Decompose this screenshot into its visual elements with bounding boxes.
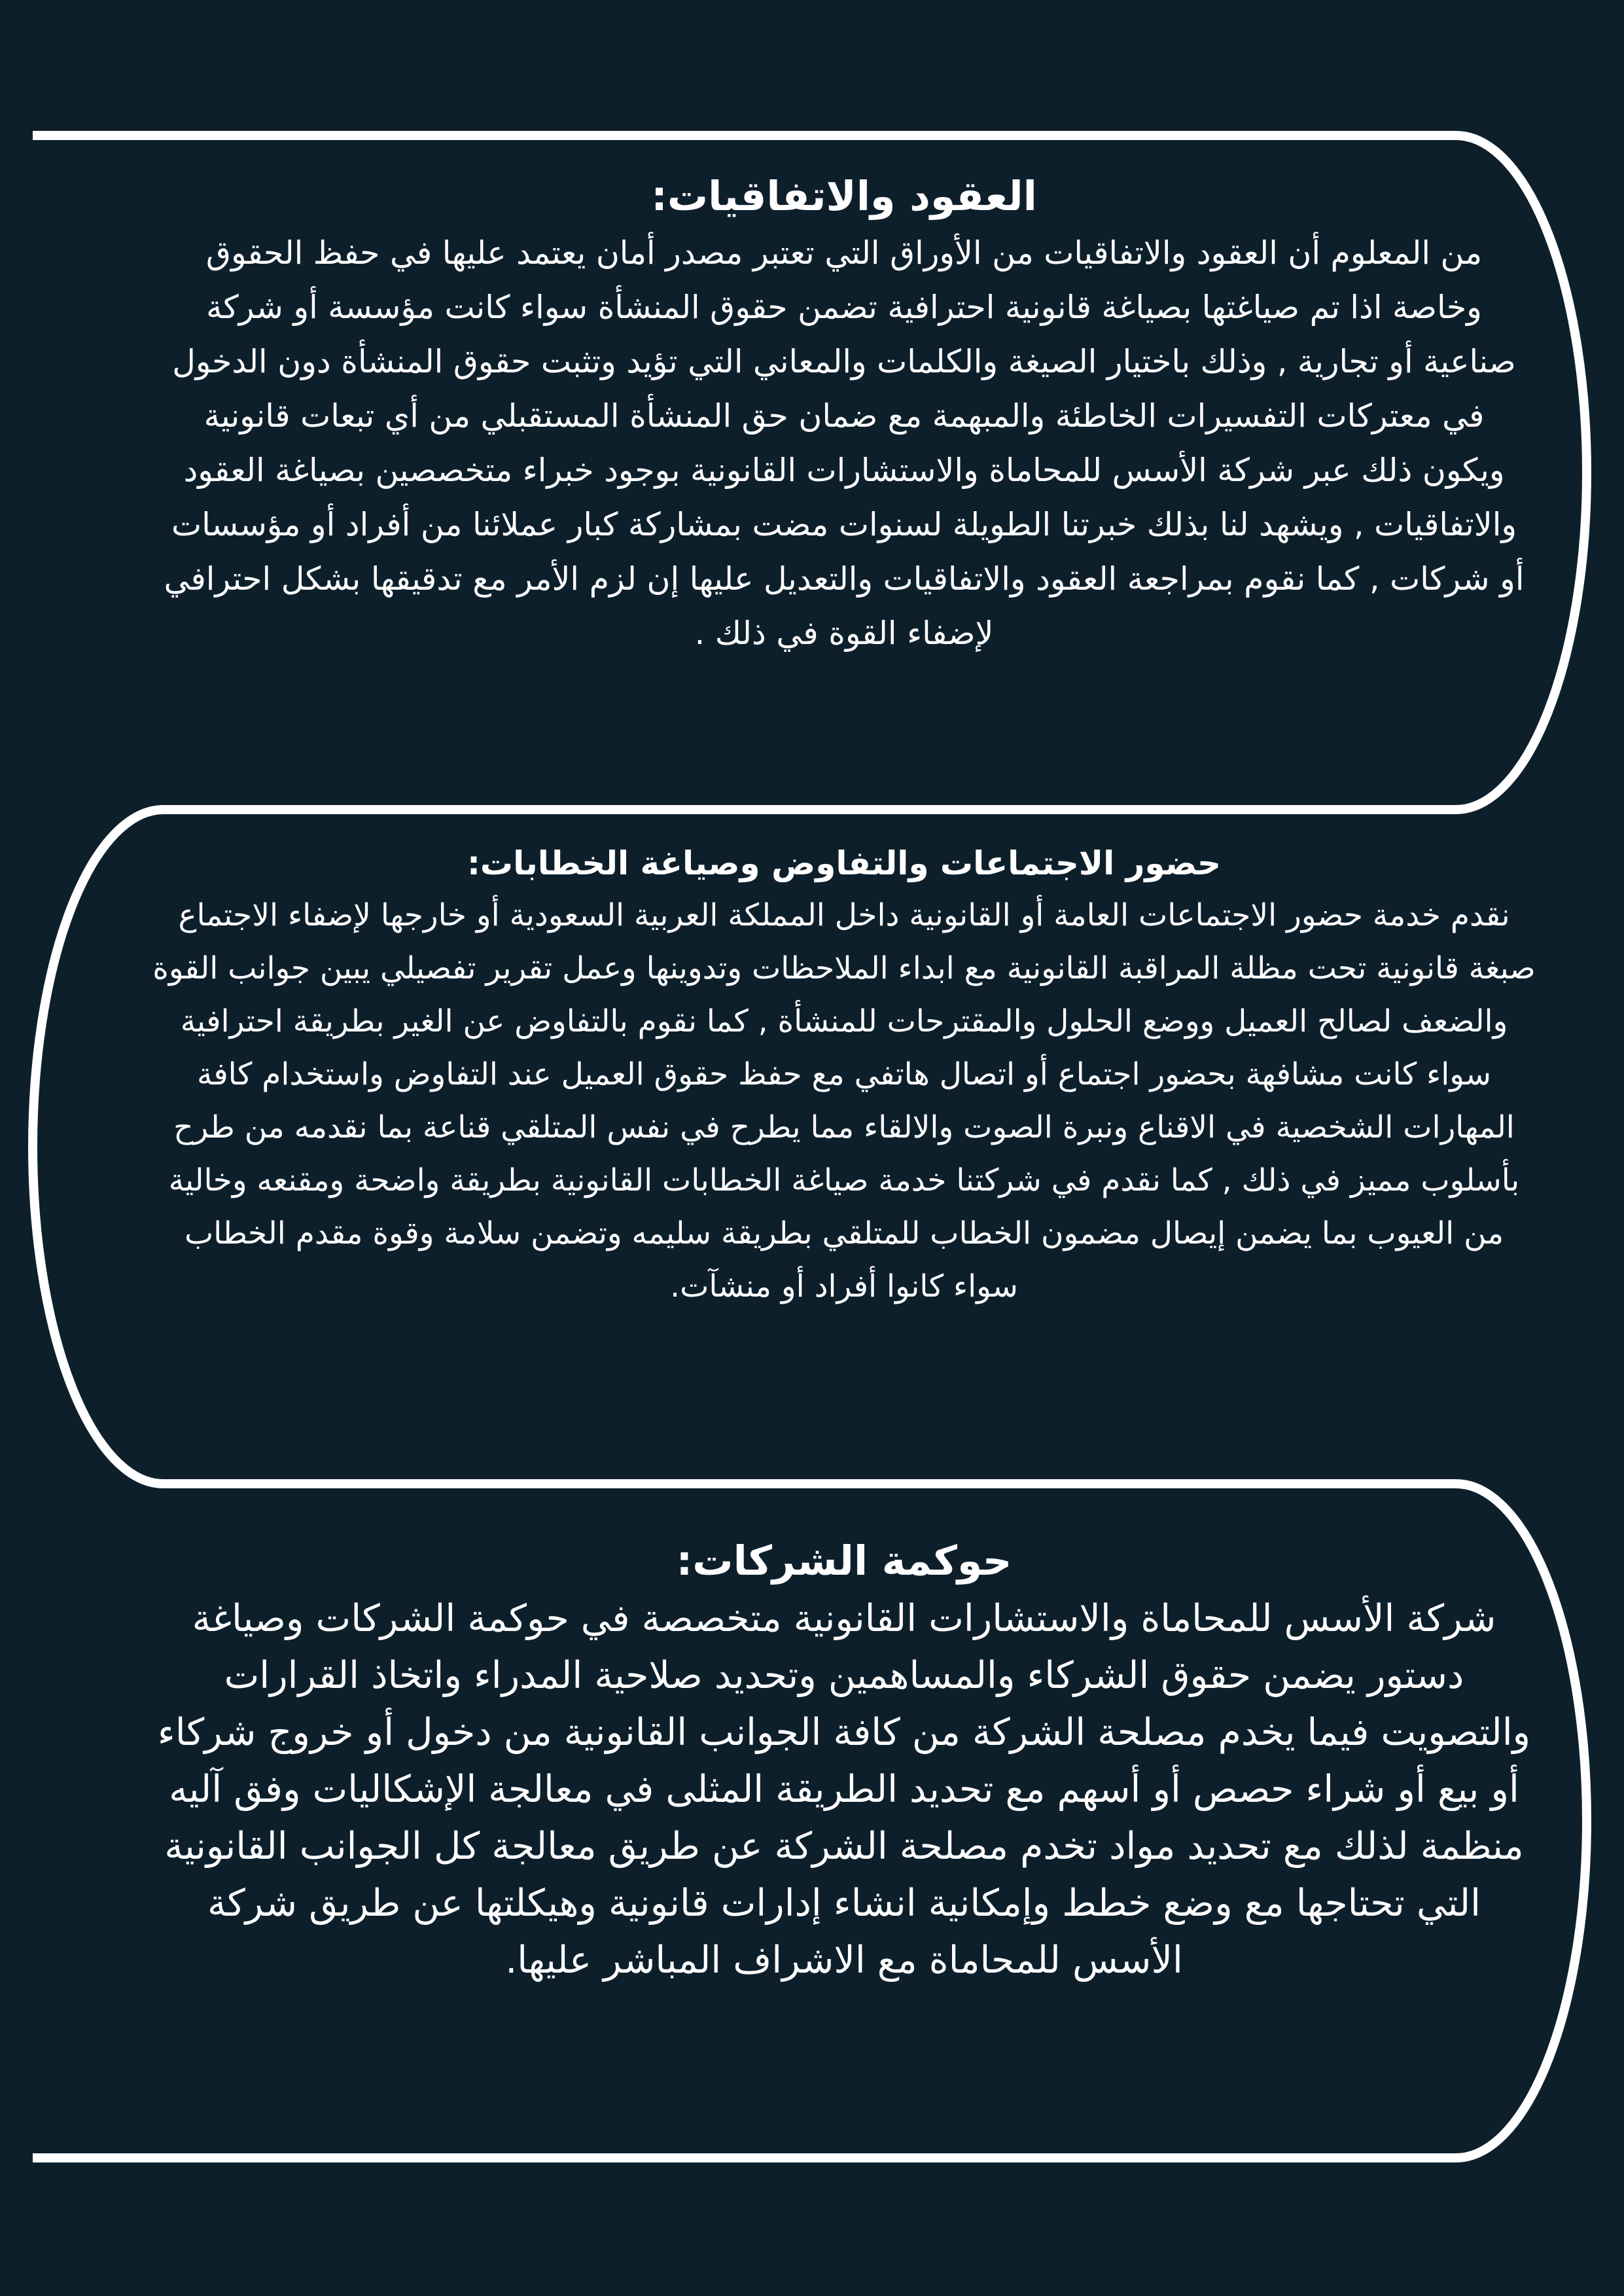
section-corporate-governance [157, 1532, 1531, 2108]
section-contracts [164, 167, 1525, 776]
section-title: حضور الاجتماعات والتفاوض وصياغة الخطابات: [467, 844, 1222, 882]
section-body: نقدم خدمة حضور الاجتماعات العامة أو القانونية داخل المملكة العربية السعودية أو خارجها لإضفاء الاجتماع صبغة قانونية تحت مظلة المراقبة القانونية مع ابداء الملاحظات وتدوينها وعمل تقرير تفصيلي يبين جوانب القوة والضعف لصالح العميل ووضع الحلول والمقترحات للمنشأة , كما نقوم بالتفاوض عن الغير بطريقة احترافية سواء كانت مشافهة بحضور اجتماع أو اتصال هاتفي مع حفظ حقوق العميل عند التفاوض واستخدام كافة المهارات الشخصية في الاقناع ونبرة الصوت والالقاء مما يطرح في نفس المتلقي قناعة بما نقدمه من طرح بأسلوب مميز في ذلك , كما نقدم في شركتنا خدمة صياغة الخطابات القانونية بطريقة واضحة ومقنعه وخالية من العيوب بما يضمن إيصال مضمون الخطاب للمتلقي بطريقة سليمه وتضمن سلامة وقوة مقدم الخطاب سواء كانوا أفراد أو منشآت. [152, 897, 1536, 1304]
section-meetings-negotiation [150, 838, 1538, 1446]
section-body: شركة الأسس للمحاماة والاستشارات القانونية متخصصة في حوكمة الشركات وصياغة دستور يضمن حقوق الشركاء والمساهمين وتحديد صلاحية المدراء واتخاذ القرارات والتصويت فيما يخدم مصلحة الشركة من كافة الجوانب القانونية من دخول أو خروج شركاء أو بيع أو شراء حصص أو أسهم مع تحديد الطريقة المثلى في معالجة الإشكاليات وفق آليه منظمة لذلك مع تحديد مواد تخدم مصلحة الشركة عن طريق معالجة كل الجوانب القانونية التي تحتاجها مع وضع خطط وإمكانية انشاء إدارات قانونية وهيكلتها عن طريق شركة الأسس للمحاماة مع الاشراف المباشر عليها. [157, 1597, 1531, 1982]
section-title: حوكمة الشركات: [676, 1537, 1012, 1585]
section-title: العقود والاتفاقيات: [651, 172, 1037, 220]
section-body: من المعلوم أن العقود والاتفاقيات من الأوراق التي تعتبر مصدر أمان يعتمد عليها في حفظ الحقوق وخاصة اذا تم صياغتها بصياغة قانونية احترافية تضمن حقوق المنشأة سواء كانت مؤسسة أو شركة صناعية أو تجارية , وذلك باختيار الصيغة والكلمات والمعاني التي تؤيد وتثبت حقوق المنشأة دون الدخول في معتركات التفسيرات الخاطئة والمبهمة مع ضمان حق المنشأة المستقبلي من أي تبعات قانونية ويكون ذلك عبر شركة الأسس للمحاماة والاستشارات القانونية بوجود خبراء متخصصين بصياغة العقود والاتفاقيات , ويشهد لنا بذلك خبرتنا الطويلة لسنوات مضت بمشاركة كبار عملائنا من أفراد أو مؤسسات أو شركات , كما نقوم بمراجعة العقود والاتفاقيات والتعديل عليها إن لزم الأمر مع تدقيقها بشكل احترافي لإضفاء القوة في ذلك . [164, 234, 1525, 652]
